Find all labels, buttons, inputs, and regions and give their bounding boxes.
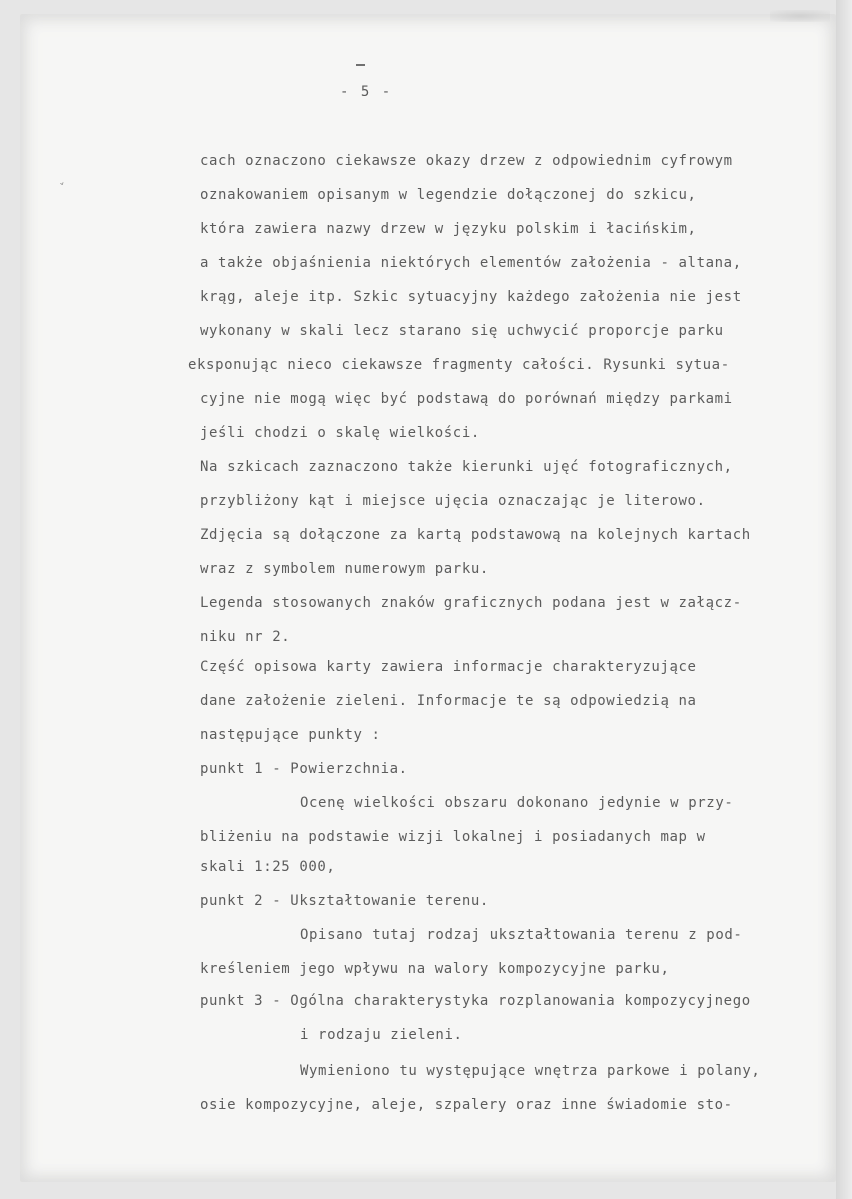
- text-line: jeśli chodzi o skalę wielkości.: [200, 425, 480, 441]
- text-line: punkt 3 - Ogólna charakterystyka rozplanowania kompozycyjnego: [200, 993, 751, 1009]
- text-line: i rodzaju zieleni.: [300, 1027, 463, 1043]
- text-line: a także objaśnienia niektórych elementów założenia - altana,: [200, 255, 742, 271]
- text-line: cyjne nie mogą więc być podstawą do porównań między parkami: [200, 391, 733, 407]
- top-dash-mark: [356, 64, 365, 66]
- text-line: następujące punkty :: [200, 727, 381, 743]
- text-line: oznakowaniem opisanym w legendzie dołączonej do szkicu,: [200, 187, 697, 203]
- text-line: bliżeniu na podstawie wizji lokalnej i posiadanych map w: [200, 829, 706, 845]
- text-line: Legenda stosowanych znaków graficznych podana jest w załącz-: [200, 595, 742, 611]
- text-line: kreśleniem jego wpływu na walory kompozycyjne parku,: [200, 961, 670, 977]
- text-line: wykonany w skali lecz starano się uchwycić proporcje parku: [200, 323, 724, 339]
- text-line: niku nr 2.: [200, 629, 291, 645]
- text-line: skali 1:25 000,: [200, 859, 336, 875]
- text-line: Opisano tutaj rodzaj ukształtowania terenu z pod-: [300, 927, 743, 943]
- text-line: Ocenę wielkości obszaru dokonano jedynie w przy-: [300, 795, 734, 811]
- text-line: krąg, aleje itp. Szkic sytuacyjny każdego założenia nie jest: [200, 289, 742, 305]
- text-line: Część opisowa karty zawiera informacje charakteryzujące: [200, 659, 697, 675]
- text-line: Na szkicach zaznaczono także kierunki ujęć fotograficznych,: [200, 459, 733, 475]
- scanner-edge: [836, 0, 852, 1199]
- page-number: - 5 -: [340, 84, 393, 100]
- text-line: przybliżony kąt i miejsce ujęcia oznaczając je literowo.: [200, 493, 706, 509]
- text-line: Zdjęcia są dołączone za kartą podstawową na kolejnych kartach: [200, 527, 751, 543]
- text-line: która zawiera nazwy drzew w języku polskim i łacińskim,: [200, 221, 697, 237]
- text-line: dane założenie zieleni. Informacje te są odpowiedzią na: [200, 693, 697, 709]
- text-line: cach oznaczono ciekawsze okazy drzew z odpowiednim cyfrowym: [200, 153, 733, 169]
- text-line: punkt 1 - Powierzchnia.: [200, 761, 408, 777]
- text-line: punkt 2 - Ukształtowanie terenu.: [200, 893, 489, 909]
- text-line: Wymieniono tu występujące wnętrza parkowe i polany,: [300, 1063, 761, 1079]
- text-line: osie kompozycyjne, aleje, szpalery oraz inne świadomie sto-: [200, 1097, 733, 1113]
- margin-tick-mark: ˇ: [58, 180, 69, 196]
- text-line: eksponując nieco ciekawsze fragmenty całości. Rysunki sytua-: [188, 357, 730, 373]
- corner-smudge: [770, 10, 830, 22]
- text-line: wraz z symbolem numerowym parku.: [200, 561, 489, 577]
